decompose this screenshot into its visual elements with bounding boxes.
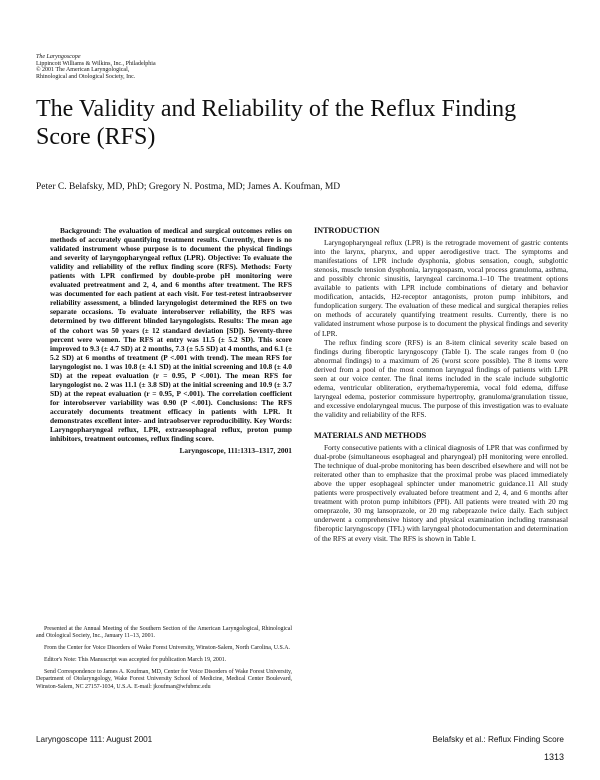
methods-paragraph: Forty consecutive patients with a clinical diagnosis of LPR that was confirmed by dual-probe (simultaneous esophageal and pharyngeal) pH monitoring were enrolled. The technique of dual-probe monitoring has been described elsewhere and will not be reiterated other than to emphasize that the proximal probe was placed immediately above the upper esophageal sphincter under manometric guidance.11 All study patients were prospectively evaluated before treatment and 2, 4, and 6 months after treatment with proton pump inhibitors (PPI). All patients were treated with 20 mg omeprazole, 30 mg lansoprazole, or 20 mg rabeprazole twice daily. Each subject underwent a comprehensive history and physical examination including transnasal fiberoptic laryngoscopy (TFL) with laryngeal photodocumentation and determination of the RFS at every visit. The RFS is shown in Table I. [314, 443, 568, 543]
page-number: 1313 [543, 752, 564, 762]
introduction-paragraph: The reflux finding score (RFS) is an 8-item clinical severity scale based on findings during fiberoptic laryngoscopy (Table I). The scale ranges from 0 (no abnormal findings) to a maximum of 26 (worst score possible). The 8 items were derived from a pool of the most common laryngeal findings of patients with LPR seen at our voice center. The final items included in the scale include subglottic edema, ventricular obliteration, erythema/hyperemia, vocal fold edema, diffuse laryngeal edema, posterior commissure hypertrophy, granuloma/granulation tissue, and excessive endolaryngeal mucus. The purpose of this investigation was to evaluate the validity and reliability of the RFS. [314, 337, 568, 419]
footnote-correspondence: Send Correspondence to James A. Koufman, MD, Center for Voice Disorders of Wake Forest University, Department of Otolaryngology, Wake Forest University School of Medicine, Medical Center Boulevard, Winston-Salem, NC 27157-1034, U.S.A. E-mail: jkoufman@wfubmc.edu [36, 669, 292, 690]
footer-running-title: Belafsky et al.: Reflux Finding Score [432, 735, 564, 744]
footnote-affiliation: From the Center for Voice Disorders of Wake Forest University, Winston-Salem, North Carolina, U.S.A. [44, 645, 291, 652]
copyright-line: © 2001 The American Laryngological, [36, 67, 130, 74]
journal-header [36, 54, 156, 80]
footer-journal: Laryngoscope 111: August 2001 [36, 735, 153, 744]
introduction-heading: INTRODUCTION [314, 226, 380, 235]
publisher-line: Lippincott Williams & Wilkins, Inc., Philadelphia [36, 60, 156, 67]
abstract-column [50, 226, 292, 455]
footnotes [36, 626, 292, 696]
abstract-text: Background: The evaluation of medical and surgical outcomes relies on methods of accurately quantifying treatment results. Currently, there is no validated instrument whose purpose is to document the physical findings and severity of laryngopharyngeal reflux (LPR). Objective: To evaluate the validity and reliability of the reflux finding score (RFS). Methods: Forty patients with LPR confirmed by double-probe pH monitoring were evaluated pretreatment and 2, 4, and 6 months after treatment. The RFS was documented for each patient at each visit. For test-retest intraobserver reliability assessment, a blinded laryngologist determined the RFS on two separate occasions. To evaluate interobserver reliability, the RFS was determined by two different blinded laryngologists. Results: The mean age of the cohort was 50 years (± 12 standard deviation [SD]). Seventy-three percent were women. The RFS at entry was 11.5 (± 5.2 SD). This score improved to 9.3 (± 4.7 SD) at 2 months, 7.3 (± 5.5 SD) at 4 months, and 6.1 (± 5.2 SD) at 6 months of treatment (P <.001 with trend). The mean RFS for laryngologist no. 1 was 10.8 (± 4.1 SD) at the initial screening and 10.8 (± 4.0 SD) at the repeat evaluation (r = 0.95, P <.001). The mean RFS for laryngologist no. 2 was 11.1 (± 3.8 SD) at the initial screening and 10.9 (± 3.7 SD) at the repeat evaluation (r = 0.95, P <.001). The correlation coefficient for interobserver variability was 0.90 (P <.001). Conclusions: The RFS accurately documents treatment efficacy in patients with LPR. It demonstrates excellent inter- and intraobserver reproducibility. Key Words: Laryngopharyngeal reflux, LPR, extraesophageal reflux, proton pump inhibitors, treatment outcomes, reflux finding score. [50, 226, 292, 444]
journal-name: The Laryngoscope [36, 54, 81, 60]
body-column [314, 226, 568, 543]
footnote-editor-note: Editor's Note: This Manuscript was accepted for publication March 19, 2001. [44, 657, 227, 664]
introduction-paragraph: Laryngopharyngeal reflux (LPR) is the retrograde movement of gastric contents into the larynx, pharynx, and upper aerodigestive tract. The symptoms and manifestations of LPR include dysphonia, globus sensation, cough, subglottic stenosis, muscle tension dysphonia, laryngospasm, vocal process granuloma, asthma, and possibly chronic sinusitis, laryngeal carcinoma.1–10 The treatment options available to patients with LPR include combinations of dietary and behavior modification, antacids, H2-receptor antagonists, proton pump inhibitors, and fundoplication surgery. The evaluation of these medical and surgical therapies relies on methods of accurately quantifying treatment results. Currently, there is no validated instrument whose purpose is to document the physical findings and severity of LPR. [314, 238, 568, 338]
society-line: Rhinological and Otological Society, Inc. [36, 73, 136, 80]
author-list: Peter C. Belafsky, MD, PhD; Gregory N. Postma, MD; James A. Koufman, MD [36, 182, 341, 192]
article-title: The Validity and Reliability of the Reflux Finding Score (RFS) [36, 96, 517, 150]
methods-heading: MATERIALS AND METHODS [314, 430, 427, 440]
footnote-presented: Presented at the Annual Meeting of the Southern Section of the American Laryngological, Rhinological and Otological Society, Inc., January 11–13, 2001. [36, 626, 292, 640]
abstract-citation: Laryngoscope, 111:1313–1317, 2001 [179, 446, 292, 456]
